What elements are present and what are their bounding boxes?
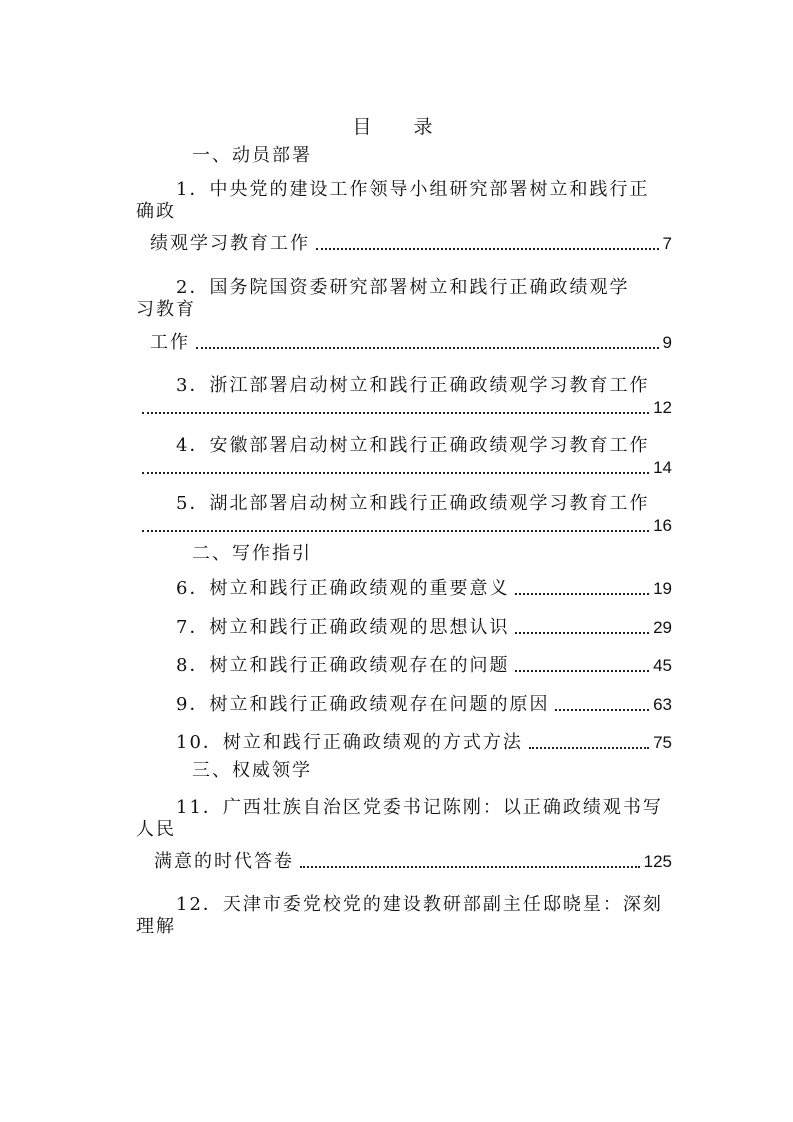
page-number: 16	[653, 516, 672, 535]
toc-entry-5[interactable]	[136, 514, 672, 538]
toc-entry-12-line1: 12．天津市委党校党的建设教研部副主任邸晓星：深刻	[176, 894, 663, 915]
page-number: 14	[653, 458, 672, 477]
toc-entry-8-text: 8．树立和践行正确政绩观存在的问题	[176, 655, 510, 676]
dot-leader	[142, 472, 649, 474]
toc-entry-11[interactable]	[154, 850, 672, 874]
toc-entry-11-text: 满意的时代答卷	[154, 851, 294, 872]
toc-entry-1-line2: 确政	[136, 201, 176, 222]
page-number: 45	[653, 656, 672, 675]
toc-entry-8[interactable]	[176, 654, 672, 678]
toc-entry-4[interactable]	[136, 456, 672, 480]
toc-entry-2-line2: 习教育	[136, 299, 196, 320]
toc-entry-11-line1: 11．广西壮族自治区党委书记陈刚：以正确政绩观书写	[176, 797, 663, 818]
toc-title: 目 录	[352, 116, 451, 138]
dot-leader	[555, 709, 649, 711]
dot-leader	[142, 412, 649, 414]
page-number: 63	[653, 695, 672, 714]
toc-entry-11-line2: 人民	[136, 819, 176, 840]
dot-leader	[300, 866, 640, 868]
page-number: 125	[643, 852, 672, 871]
toc-entry-10-text: 10．树立和践行正确政绩观的方式方法	[176, 732, 523, 753]
page-number: 75	[653, 733, 672, 752]
toc-entry-1[interactable]	[150, 232, 672, 256]
page-number: 7	[662, 234, 672, 253]
dot-leader	[316, 248, 659, 250]
section-heading-3: 三、权威领学	[192, 760, 312, 781]
toc-entry-5-line1: 5．湖北部署启动树立和践行正确政绩观学习教育工作	[176, 493, 650, 514]
page-number: 19	[653, 579, 672, 598]
toc-entry-3-line1: 3．浙江部署启动树立和践行正确政绩观学习教育工作	[176, 375, 650, 396]
section-heading-1: 一、动员部署	[192, 145, 312, 166]
dot-leader	[529, 747, 649, 749]
dot-leader	[142, 530, 649, 532]
toc-entry-9[interactable]	[176, 693, 672, 717]
toc-entry-2-line1: 2．国务院国资委研究部署树立和践行正确政绩观学	[176, 277, 630, 298]
toc-entry-1-line1: 1．中央党的建设工作领导小组研究部署树立和践行正	[176, 179, 650, 200]
toc-entry-9-text: 9．树立和践行正确政绩观存在问题的原因	[176, 694, 550, 715]
dot-leader	[515, 670, 649, 672]
toc-entry-3[interactable]	[136, 396, 672, 420]
toc-entry-2-text: 工作	[150, 332, 190, 353]
toc-entry-12-line2: 理解	[136, 916, 176, 937]
toc-entry-6-text: 6．树立和践行正确政绩观的重要意义	[176, 578, 510, 599]
section-heading-2: 二、写作指引	[192, 543, 312, 564]
toc-entry-2[interactable]	[150, 331, 672, 355]
page-number: 29	[653, 618, 672, 637]
page-number: 9	[662, 333, 672, 352]
toc-entry-4-line1: 4．安徽部署启动树立和践行正确政绩观学习教育工作	[176, 435, 650, 456]
toc-entry-7[interactable]	[176, 616, 672, 640]
toc-entry-10[interactable]	[176, 731, 672, 755]
dot-leader	[196, 347, 659, 349]
toc-entry-6[interactable]	[176, 577, 672, 601]
toc-entry-1-text: 绩观学习教育工作	[150, 233, 310, 254]
dot-leader	[515, 632, 649, 634]
page-number: 12	[653, 398, 672, 417]
dot-leader	[515, 593, 649, 595]
toc-entry-7-text: 7．树立和践行正确政绩观的思想认识	[176, 617, 510, 638]
